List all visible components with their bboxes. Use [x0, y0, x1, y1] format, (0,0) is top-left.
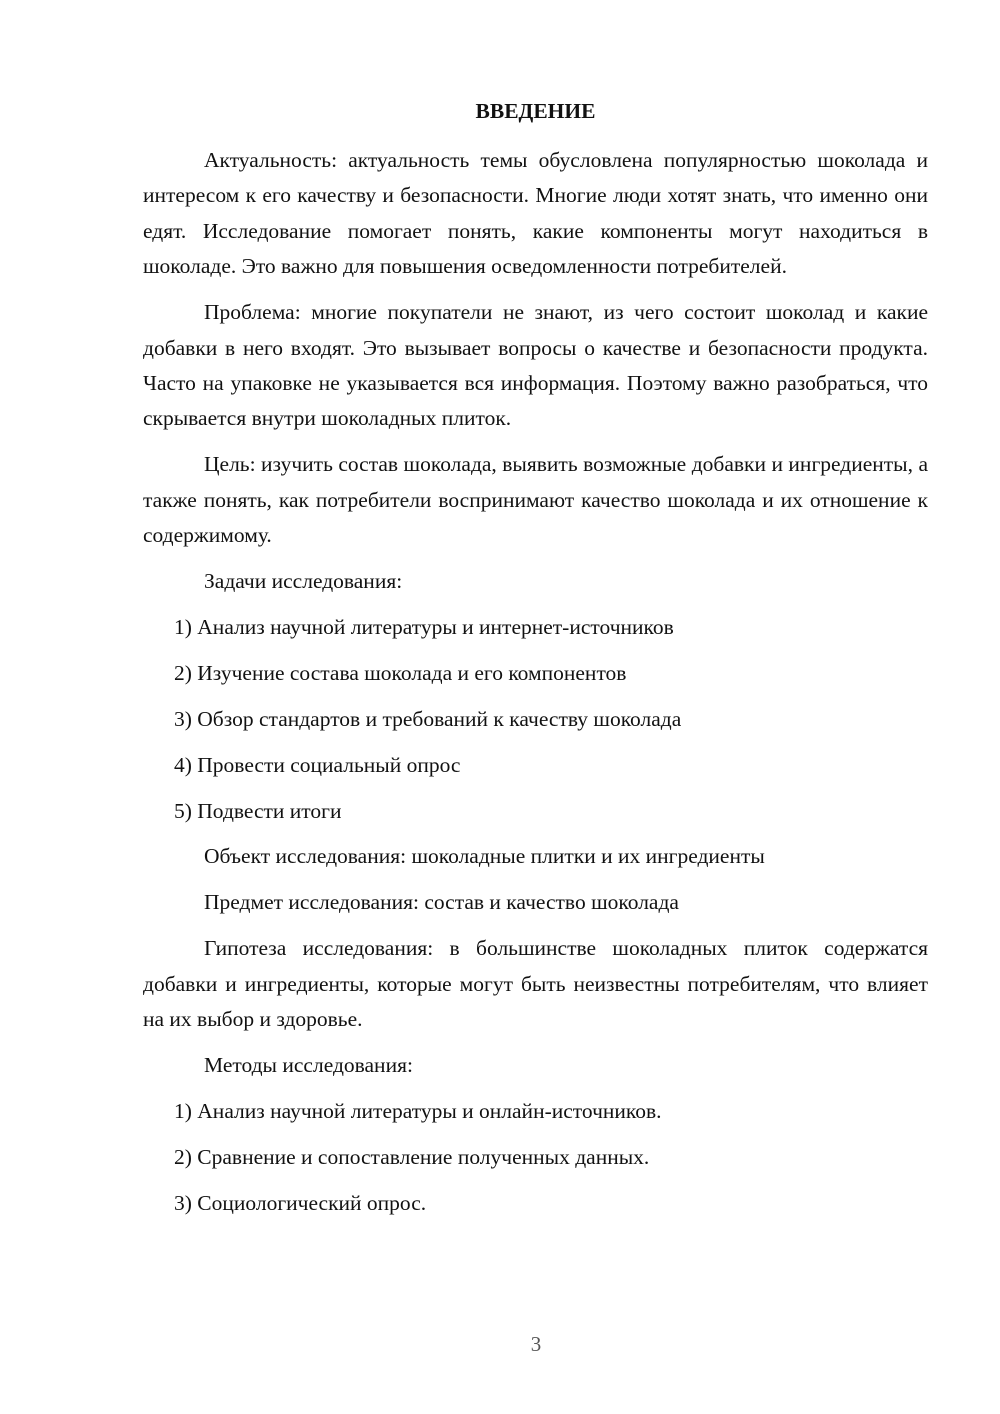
- method-item: 2) Сравнение и сопоставление полученных данных.: [174, 1144, 650, 1169]
- research-subject: Предмет исследования: состав и качество шоколада: [204, 890, 679, 915]
- document-page: [143, 94, 928, 1232]
- section-heading: ВВЕДЕНИЕ: [475, 99, 596, 123]
- paragraph-goal: Цель: изучить состав шоколада, выявить возможные добавки и ингредиенты, а также понять, как потребители воспринимают качество шоколада и их отношение к содержимому.: [143, 452, 928, 548]
- method-item: 3) Социологический опрос.: [174, 1190, 427, 1215]
- paragraph-hypothesis: Гипотеза исследования: в большинстве шоколадных плиток содержатся добавки и ингредиенты, которые могут быть неизвестны потребителям, что влияет на их выбор и здоровье.: [143, 936, 928, 1032]
- task-item: 5) Подвести итоги: [174, 798, 342, 823]
- tasks-title: Задачи исследования:: [204, 568, 403, 593]
- task-item: 4) Провести социальный опрос: [174, 752, 461, 777]
- methods-title: Методы исследования:: [204, 1052, 413, 1077]
- task-item: 3) Обзор стандартов и требований к качеству шоколада: [174, 706, 682, 731]
- task-item: 2) Изучение состава шоколада и его компонентов: [174, 660, 627, 685]
- paragraph-relevance: Актуальность: актуальность темы обусловлена популярностью шоколада и интересом к его качеству и безопасности. Многие люди хотят знать, что именно они едят. Исследование помогает понять, какие компоненты могут находиться в шоколаде. Это важно для повышения осведомленности потребителей.: [143, 148, 928, 279]
- task-item: 1) Анализ научной литературы и интернет-источников: [174, 614, 674, 639]
- method-item: 1) Анализ научной литературы и онлайн-источников.: [174, 1098, 662, 1123]
- paragraph-problem: Проблема: многие покупатели не знают, из чего состоит шоколад и какие добавки в него входят. Это вызывает вопросы о качестве и безопасности продукта. Часто на упаковке не указывается вся информация. Поэтому важно разобраться, что скрывается внутри шоколадных плиток.: [143, 300, 928, 431]
- page-number: 3: [530, 1332, 542, 1356]
- research-object: Объект исследования: шоколадные плитки и их ингредиенты: [204, 844, 765, 869]
